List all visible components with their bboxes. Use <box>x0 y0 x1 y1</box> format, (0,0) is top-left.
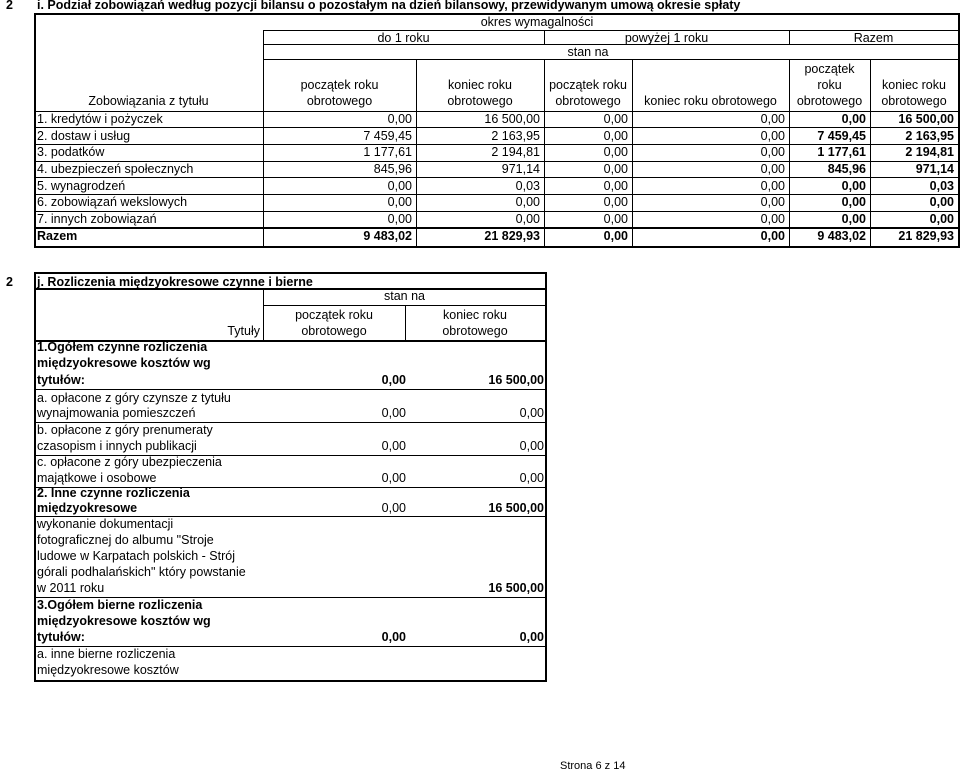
header-okres: okres wymagalności <box>480 15 594 29</box>
list-item-line: międzyokresowe kosztów <box>37 663 179 677</box>
table-cell: 0,00 <box>841 179 866 193</box>
list-item-line: tytułów: <box>37 630 85 644</box>
list-item-line: a. opłacone z góry czynsze z tytułu <box>37 391 231 405</box>
table-cell: 21 829,93 <box>484 229 540 243</box>
table-cell: 971,14 <box>915 162 954 176</box>
table-cell: 845,96 <box>827 162 866 176</box>
table-cell: 16 500,00 <box>898 112 954 126</box>
table-cell: 0,00 <box>760 179 785 193</box>
table-cell: 0,00 <box>841 195 866 209</box>
table-cell: 16 500,00 <box>488 373 544 387</box>
table-cell: 16 500,00 <box>488 501 544 515</box>
table-row-label: 4. ubezpieczeń społecznych <box>37 162 194 176</box>
section-2-number: 2 <box>6 275 13 289</box>
table-cell: 0,00 <box>760 129 785 143</box>
col1-line2: obrotowego <box>306 94 373 108</box>
table-cell: 0,00 <box>760 112 785 126</box>
section-2-title: j. Rozliczenia międzyokresowe czynne i bierne <box>37 275 313 289</box>
table-cell: 16 500,00 <box>488 581 544 595</box>
table-cell: 0,00 <box>381 630 406 644</box>
table-cell: 845,96 <box>373 162 412 176</box>
table-2-col2-line1: koniec roku <box>443 308 507 322</box>
header-stan-na: stan na <box>567 45 609 59</box>
table-cell: 0,00 <box>381 501 406 515</box>
table-cell: 0,00 <box>519 471 544 485</box>
table-cell: 2 194,81 <box>491 145 540 159</box>
list-item-line: 3.Ogółem bierne rozliczenia <box>37 598 203 612</box>
col1-line1: początek roku <box>300 78 379 92</box>
list-item-line: 2. Inne czynne rozliczenia <box>37 486 190 500</box>
table-cell: 0,00 <box>387 112 412 126</box>
table-cell: 0,00 <box>603 195 628 209</box>
list-item-line: tytułów: <box>37 373 85 387</box>
list-item-line: ludowe w Karpatach polskich - Strój <box>37 549 236 563</box>
table-cell: 0,00 <box>603 179 628 193</box>
table-row-label: 2. dostaw i usług <box>37 129 131 143</box>
table-cell: 0,00 <box>387 212 412 226</box>
col5-line3: obrotowego <box>796 94 863 108</box>
table-row-label-total: Razem <box>37 229 78 243</box>
table-2-col2-line2: obrotowego <box>442 324 508 338</box>
table-cell: 0,03 <box>515 179 540 193</box>
table-cell: 21 829,93 <box>898 229 954 243</box>
table-cell: 0,00 <box>603 162 628 176</box>
table-cell: 0,00 <box>381 439 406 453</box>
col2-line2: obrotowego <box>447 94 513 108</box>
list-item-line: czasopism i innych publikacji <box>37 439 197 453</box>
section-1-number: 2 <box>6 0 13 12</box>
list-item-line: międzyokresowe <box>37 501 138 515</box>
table-cell: 2 163,95 <box>905 129 954 143</box>
table-2-stan-na: stan na <box>383 289 425 303</box>
table-cell: 9 483,02 <box>817 229 866 243</box>
table-cell: 0,03 <box>929 179 954 193</box>
header-razem: Razem <box>853 31 894 45</box>
table-2-col-title: Tytuły <box>227 324 260 338</box>
col6-line1: koniec roku <box>882 78 946 92</box>
table-row-label: 5. wynagrodzeń <box>37 179 126 193</box>
list-item-line: w 2011 roku <box>37 581 105 595</box>
col4-line2: koniec roku obrotowego <box>644 94 777 108</box>
list-item-line: a. inne bierne rozliczenia <box>37 647 176 661</box>
list-item-line: międzyokresowe kosztów wg <box>37 614 211 628</box>
table-cell: 0,00 <box>929 195 954 209</box>
header-powyzej-1-roku: powyżej 1 roku <box>624 31 709 45</box>
table-cell: 0,00 <box>603 129 628 143</box>
list-item-line: fotograficznej do albumu "Stroje <box>37 533 214 547</box>
table-cell: 0,00 <box>603 229 628 243</box>
table-cell: 0,00 <box>515 195 540 209</box>
page-number: Strona 6 z 14 <box>560 760 626 772</box>
col5-line2: roku <box>817 78 842 92</box>
table-cell: 16 500,00 <box>484 112 540 126</box>
table-row-label: 3. podatków <box>37 145 105 159</box>
table-cell: 0,00 <box>603 212 628 226</box>
table-row-label: 6. zobowiązań wekslowych <box>37 195 188 209</box>
table-cell: 0,00 <box>760 229 785 243</box>
table-cell: 0,00 <box>381 471 406 485</box>
table-cell: 0,00 <box>760 145 785 159</box>
list-item-line: górali podhalańskich" który powstanie <box>37 565 246 579</box>
table-cell: 0,00 <box>841 112 866 126</box>
list-item-line: międzyokresowe kosztów wg <box>37 356 211 370</box>
table-cell: 7 459,45 <box>817 129 866 143</box>
table-cell: 1 177,61 <box>817 145 866 159</box>
table-row-label: 1. kredytów i pożyczek <box>37 112 163 126</box>
list-item-line: c. opłacone z góry ubezpieczenia <box>37 455 222 469</box>
col5-line1: początek <box>804 62 855 76</box>
table-cell: 1 177,61 <box>363 145 412 159</box>
list-item-line: wynajmowania pomieszczeń <box>37 406 196 420</box>
table-cell: 0,00 <box>387 195 412 209</box>
table-2-col1-line1: początek roku <box>295 308 373 322</box>
col6-line2: obrotowego <box>881 94 947 108</box>
col2-line1: koniec roku <box>448 78 512 92</box>
table-cell: 0,00 <box>519 406 544 420</box>
col3-line2: obrotowego <box>555 94 621 108</box>
table-cell: 0,00 <box>603 112 628 126</box>
header-col-title: Zobowiązania z tytułu <box>88 94 209 108</box>
section-1-title: i. Podział zobowiązań według pozycji bilansu o pozostałym na dzień bilansowy, przewidywanym umową okresie spłaty <box>37 0 741 12</box>
list-item-line: wykonanie dokumentacji <box>37 517 174 531</box>
table-row-label: 7. innych zobowiązań <box>37 212 157 226</box>
table-cell: 0,00 <box>381 406 406 420</box>
table-cell: 7 459,45 <box>363 129 412 143</box>
table-cell: 0,00 <box>929 212 954 226</box>
list-item-line: 1.Ogółem czynne rozliczenia <box>37 340 208 354</box>
table-cell: 0,00 <box>603 145 628 159</box>
table-cell: 0,00 <box>387 179 412 193</box>
header-do-1-roku: do 1 roku <box>377 31 430 45</box>
col3-line1: początek roku <box>549 78 627 92</box>
table-cell: 0,00 <box>381 373 406 387</box>
table-cell: 0,00 <box>760 195 785 209</box>
table-cell: 0,00 <box>760 212 785 226</box>
table-cell: 0,00 <box>515 212 540 226</box>
table-cell: 2 194,81 <box>905 145 954 159</box>
list-item-line: majątkowe i osobowe <box>37 471 157 485</box>
table-cell: 0,00 <box>841 212 866 226</box>
table-cell: 971,14 <box>501 162 540 176</box>
table-cell: 0,00 <box>519 439 544 453</box>
table-cell: 0,00 <box>760 162 785 176</box>
table-cell: 0,00 <box>519 630 544 644</box>
table-cell: 2 163,95 <box>491 129 540 143</box>
table-cell: 9 483,02 <box>363 229 412 243</box>
table-2-col1-line2: obrotowego <box>301 324 367 338</box>
list-item-line: b. opłacone z góry prenumeraty <box>37 423 213 437</box>
